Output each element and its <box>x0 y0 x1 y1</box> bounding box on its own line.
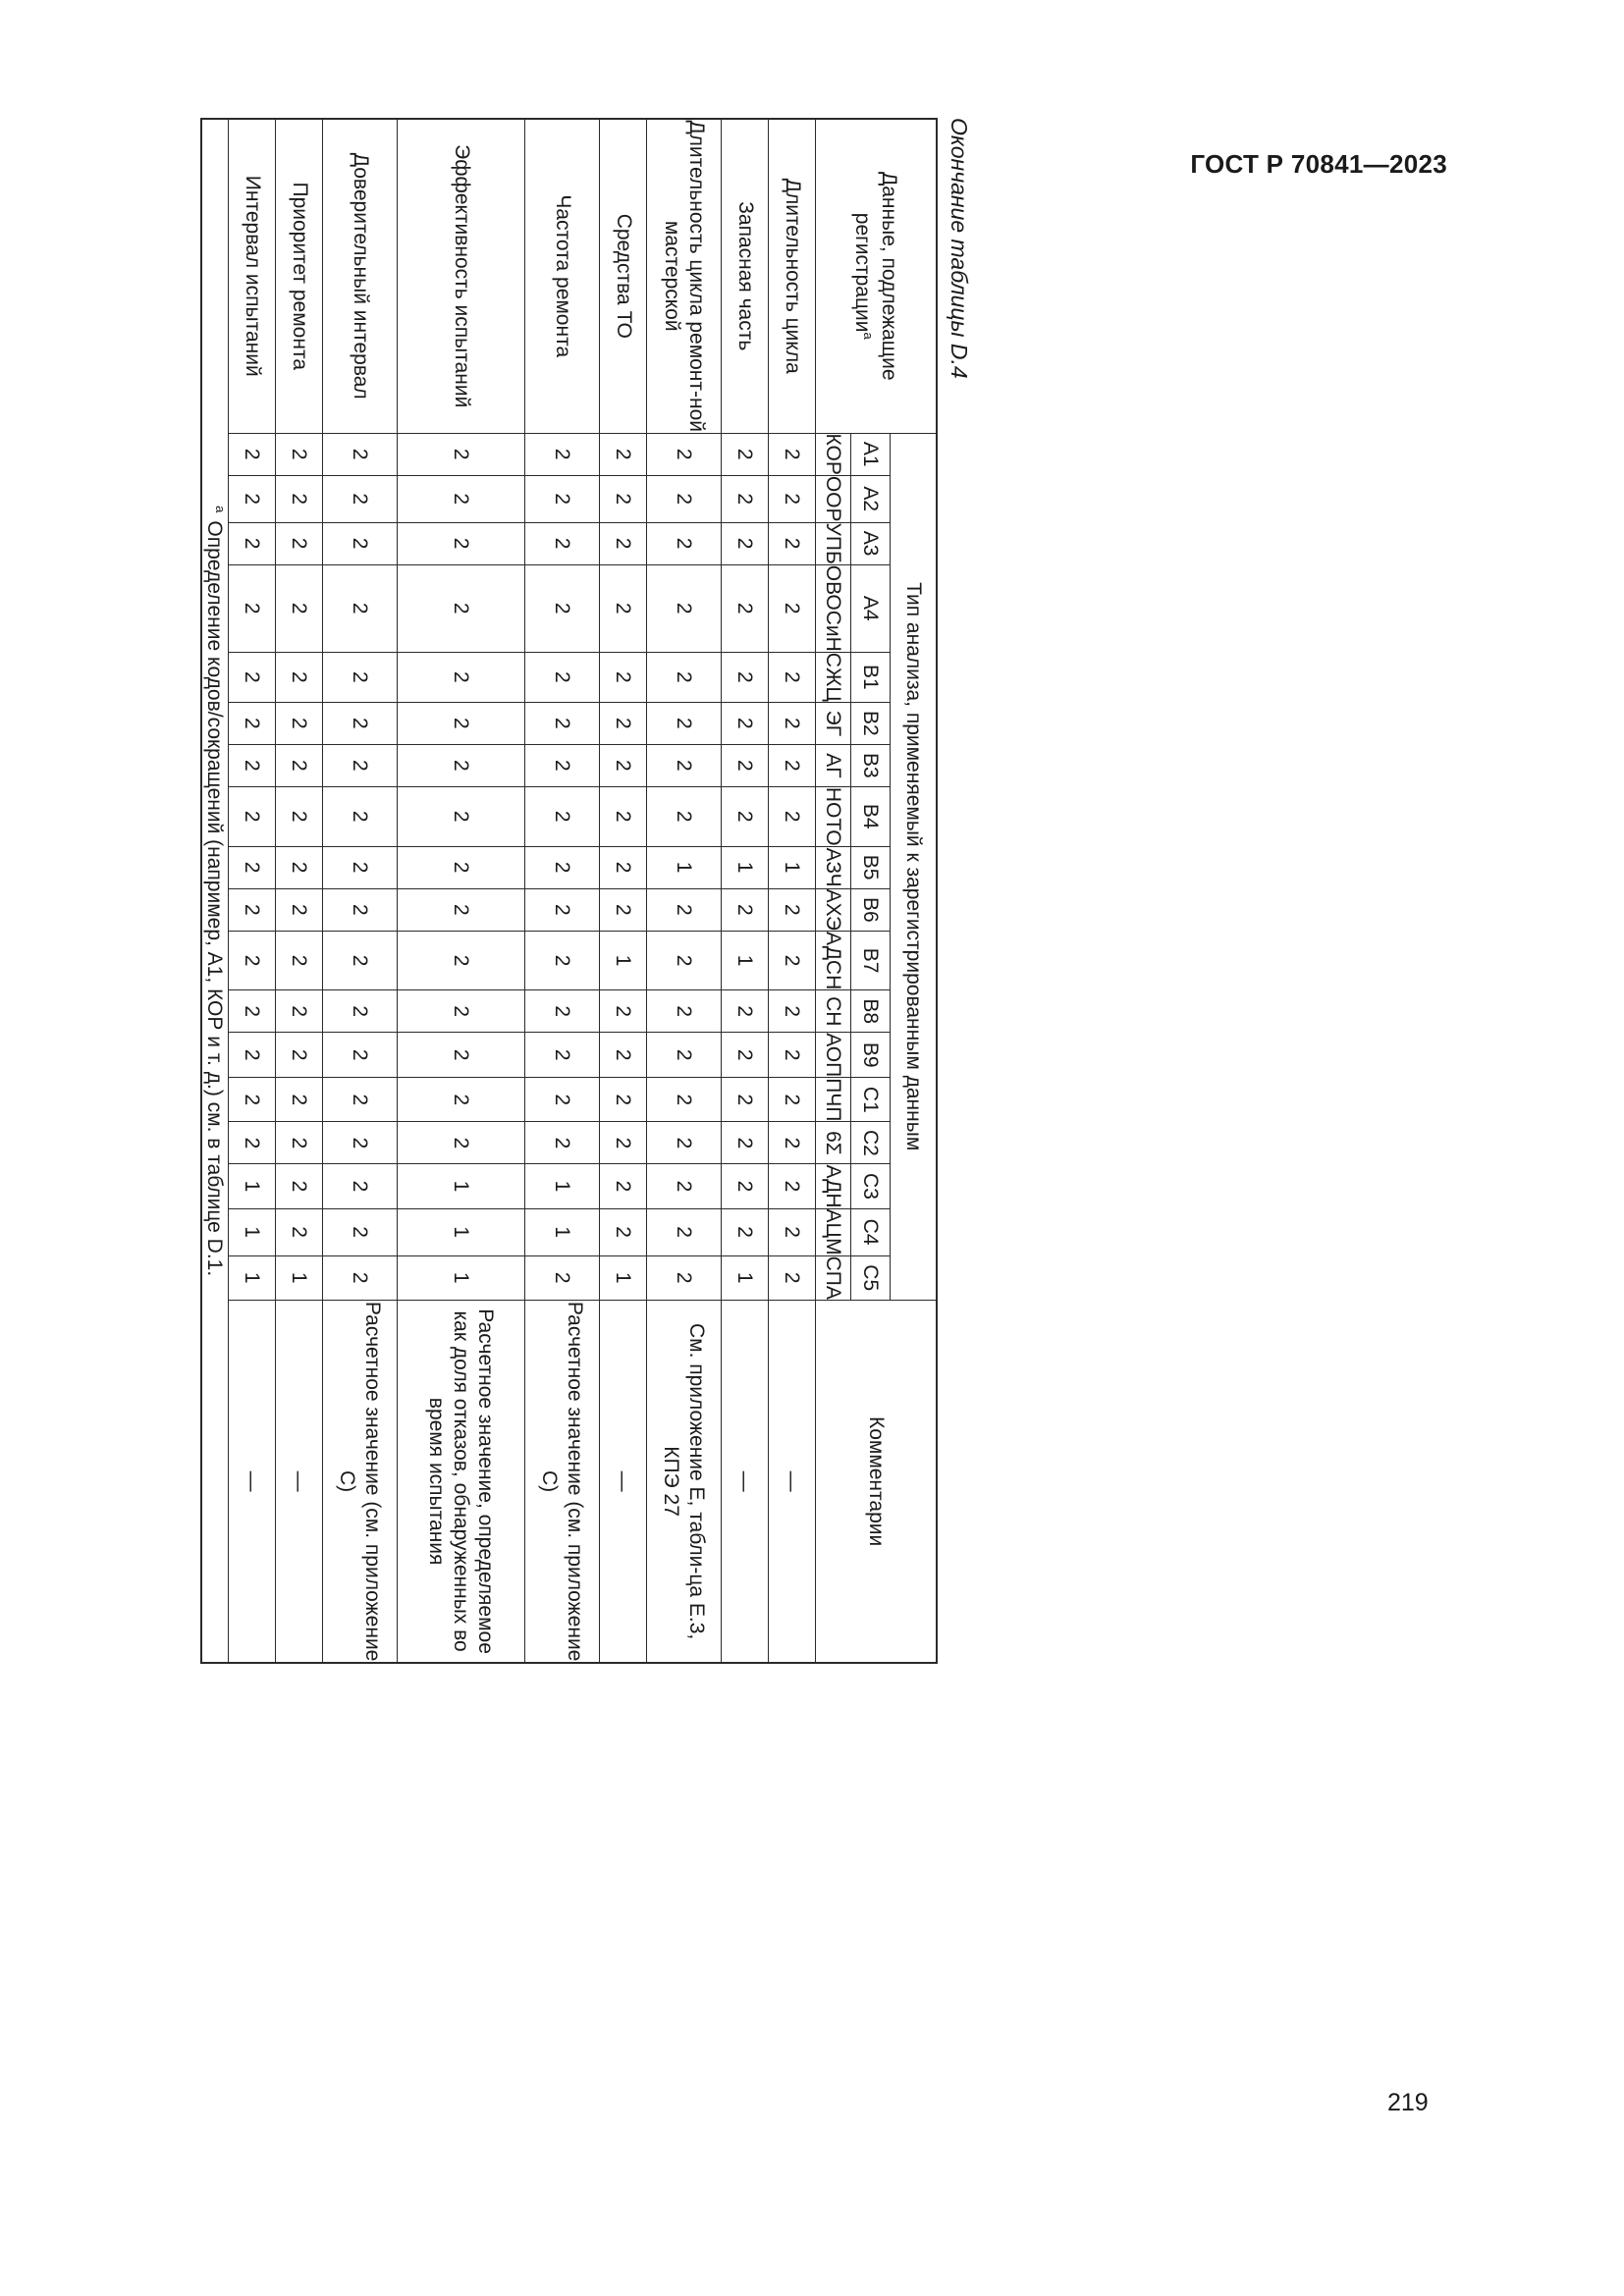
value-cell: 2 <box>525 932 600 990</box>
value-cell: 2 <box>647 1078 722 1122</box>
value-cell: 1 <box>722 846 769 888</box>
value-cell: 1 <box>525 1208 600 1255</box>
value-cell: 2 <box>722 1164 769 1208</box>
abbr-header: СЖЦ <box>816 652 851 702</box>
value-cell: 2 <box>647 702 722 744</box>
row-label: Доверительный интервал <box>323 119 398 433</box>
value-cell: 2 <box>229 744 276 786</box>
value-cell: 2 <box>276 1164 323 1208</box>
comment-cell: — <box>276 1300 323 1663</box>
value-cell: 2 <box>769 744 816 786</box>
value-cell: 2 <box>398 1122 525 1164</box>
value-cell: 1 <box>769 846 816 888</box>
table-row <box>525 119 600 1663</box>
value-cell: 2 <box>647 888 722 931</box>
value-cell: 2 <box>323 1078 398 1122</box>
value-cell: 2 <box>525 846 600 888</box>
value-cell: 2 <box>525 652 600 702</box>
value-cell: 2 <box>769 786 816 846</box>
value-cell: 2 <box>722 888 769 931</box>
value-cell: 2 <box>647 744 722 786</box>
value-cell: 2 <box>398 702 525 744</box>
value-cell: 2 <box>229 475 276 522</box>
code-header-a1: A1 <box>851 433 891 475</box>
table-caption: Окончание таблицы D.4 <box>947 118 972 379</box>
value-cell: 2 <box>722 786 769 846</box>
value-cell: 2 <box>276 433 323 475</box>
value-cell: 2 <box>229 433 276 475</box>
value-cell: 1 <box>722 1255 769 1300</box>
comment-cell: — <box>722 1300 769 1663</box>
abbr-header: ПЧП <box>816 1078 851 1122</box>
abbr-header: ООР <box>816 475 851 522</box>
value-cell: 2 <box>647 564 722 652</box>
value-cell: 2 <box>229 990 276 1033</box>
abbr-header: АЦМ <box>816 1208 851 1255</box>
value-cell: 2 <box>647 932 722 990</box>
comment-cell: — <box>769 1300 816 1663</box>
rotated-table-block <box>128 118 972 2199</box>
row-label: Средства ТО <box>600 119 647 433</box>
value-cell: 2 <box>276 652 323 702</box>
table-row <box>398 119 525 1663</box>
value-cell: 2 <box>722 1033 769 1078</box>
comment-cell: — <box>229 1300 276 1663</box>
value-cell: 1 <box>398 1255 525 1300</box>
value-cell: 2 <box>229 652 276 702</box>
abbr-header: СПА <box>816 1255 851 1300</box>
value-cell: 2 <box>323 1255 398 1300</box>
value-cell: 2 <box>398 888 525 931</box>
row-label: Запасная часть <box>722 119 769 433</box>
code-header-a3: A3 <box>851 522 891 564</box>
value-cell: 2 <box>769 522 816 564</box>
page-number: 219 <box>1387 2089 1429 2116</box>
value-cell: 2 <box>276 932 323 990</box>
value-cell: 2 <box>722 433 769 475</box>
table-row <box>769 119 816 1663</box>
comment-cell: Расчетное значение, определяемое как доля отказов, обнаруженных во время испытания <box>398 1300 525 1663</box>
value-cell: 2 <box>600 1208 647 1255</box>
value-cell: 2 <box>722 564 769 652</box>
value-cell: 2 <box>276 990 323 1033</box>
value-cell: 2 <box>276 522 323 564</box>
row-label: Длительность цикла <box>769 119 816 433</box>
abbr-header: СН <box>816 990 851 1033</box>
value-cell: 2 <box>600 475 647 522</box>
value-cell: 1 <box>722 932 769 990</box>
value-cell: 2 <box>647 1255 722 1300</box>
data-column-header <box>816 119 938 433</box>
value-cell: 2 <box>229 522 276 564</box>
abbr-header: АГ <box>816 744 851 786</box>
table-row <box>722 119 769 1663</box>
row-label: Эффективность испытаний <box>398 119 525 433</box>
data-column-header-text: Данные, подлежащие регистрации <box>851 172 900 381</box>
value-cell: 2 <box>647 433 722 475</box>
value-cell: 2 <box>276 744 323 786</box>
value-cell: 2 <box>647 522 722 564</box>
value-cell: 2 <box>600 1122 647 1164</box>
value-cell: 2 <box>323 652 398 702</box>
value-cell: 2 <box>647 1164 722 1208</box>
value-cell: 2 <box>600 433 647 475</box>
value-cell: 2 <box>600 1033 647 1078</box>
value-cell: 2 <box>722 522 769 564</box>
value-cell: 2 <box>323 932 398 990</box>
header-row-1 <box>891 119 938 1663</box>
code-header-c1: C1 <box>851 1078 891 1122</box>
value-cell: 1 <box>229 1255 276 1300</box>
value-cell: 2 <box>323 1208 398 1255</box>
value-cell: 2 <box>647 990 722 1033</box>
value-cell: 2 <box>398 522 525 564</box>
value-cell: 2 <box>323 990 398 1033</box>
value-cell: 2 <box>769 888 816 931</box>
abbr-header: АОП <box>816 1033 851 1078</box>
value-cell: 2 <box>323 744 398 786</box>
value-cell: 2 <box>525 1078 600 1122</box>
code-header-b4: B4 <box>851 786 891 846</box>
value-cell: 2 <box>323 1164 398 1208</box>
data-table <box>200 118 938 1664</box>
code-header-b5: B5 <box>851 846 891 888</box>
value-cell: 2 <box>600 786 647 846</box>
footnote-row <box>201 119 229 1663</box>
comment-cell: — <box>600 1300 647 1663</box>
comment-column-header: Комментарии <box>816 1300 938 1663</box>
abbr-header: АЗЧ <box>816 846 851 888</box>
abbr-header: АДСН <box>816 932 851 990</box>
value-cell: 2 <box>600 846 647 888</box>
abbr-header: АДН <box>816 1164 851 1208</box>
value-cell: 2 <box>722 652 769 702</box>
value-cell: 1 <box>600 1255 647 1300</box>
value-cell: 2 <box>398 1033 525 1078</box>
value-cell: 1 <box>276 1255 323 1300</box>
value-cell: 2 <box>525 786 600 846</box>
value-cell: 2 <box>525 475 600 522</box>
abbr-header: АХЭ <box>816 888 851 931</box>
value-cell: 2 <box>600 652 647 702</box>
comment-cell: Расчетное значение (см. приложение С) <box>323 1300 398 1663</box>
value-cell: 2 <box>276 1122 323 1164</box>
value-cell: 2 <box>276 786 323 846</box>
value-cell: 2 <box>769 1164 816 1208</box>
value-cell: 1 <box>229 1208 276 1255</box>
value-cell: 2 <box>323 1122 398 1164</box>
value-cell: 2 <box>525 888 600 931</box>
value-cell: 2 <box>229 564 276 652</box>
value-cell: 2 <box>600 1078 647 1122</box>
value-cell: 2 <box>722 702 769 744</box>
value-cell: 2 <box>647 1122 722 1164</box>
row-label: Частота ремонта <box>525 119 600 433</box>
value-cell: 2 <box>323 1033 398 1078</box>
value-cell: 2 <box>323 846 398 888</box>
code-header-b7: B7 <box>851 932 891 990</box>
code-header-c2: C2 <box>851 1122 891 1164</box>
code-header-b3: B3 <box>851 744 891 786</box>
table-row <box>323 119 398 1663</box>
value-cell: 2 <box>229 1122 276 1164</box>
value-cell: 2 <box>600 702 647 744</box>
abbr-header: 6Σ <box>816 1122 851 1164</box>
value-cell: 2 <box>722 744 769 786</box>
abbr-header: ОВОСиН <box>816 564 851 652</box>
value-cell: 2 <box>229 1078 276 1122</box>
value-cell: 2 <box>229 786 276 846</box>
value-cell: 2 <box>769 1033 816 1078</box>
value-cell: 2 <box>398 932 525 990</box>
value-cell: 2 <box>600 1164 647 1208</box>
value-cell: 2 <box>525 1122 600 1164</box>
value-cell: 2 <box>722 1208 769 1255</box>
value-cell: 1 <box>525 1164 600 1208</box>
abbr-header: ЭГ <box>816 702 851 744</box>
value-cell: 2 <box>323 786 398 846</box>
value-cell: 2 <box>769 1078 816 1122</box>
comment-cell: См. приложение Е, табли-ца Е.3, КПЭ 27 <box>647 1300 722 1663</box>
value-cell: 2 <box>525 1255 600 1300</box>
value-cell: 2 <box>323 702 398 744</box>
value-cell: 2 <box>525 990 600 1033</box>
abbr-header: УПБ <box>816 522 851 564</box>
footnote-text: Определение кодов/сокращений (например, А1, КОР и т. д.) см. в таблице D.1. <box>203 520 226 1277</box>
code-header-b6: B6 <box>851 888 891 931</box>
value-cell: 2 <box>276 1078 323 1122</box>
value-cell: 2 <box>647 1208 722 1255</box>
value-cell: 2 <box>769 702 816 744</box>
value-cell: 2 <box>323 433 398 475</box>
value-cell: 2 <box>276 846 323 888</box>
value-cell: 2 <box>769 475 816 522</box>
value-cell: 2 <box>647 786 722 846</box>
value-cell: 2 <box>398 786 525 846</box>
value-cell: 2 <box>600 522 647 564</box>
code-header-b9: B9 <box>851 1033 891 1078</box>
value-cell: 2 <box>525 433 600 475</box>
footnote <box>201 119 229 1663</box>
value-cell: 1 <box>600 932 647 990</box>
value-cell: 2 <box>229 702 276 744</box>
value-cell: 2 <box>323 564 398 652</box>
row-label: Приоритет ремонта <box>276 119 323 433</box>
value-cell: 2 <box>398 433 525 475</box>
value-cell: 2 <box>398 1078 525 1122</box>
value-cell: 2 <box>229 1033 276 1078</box>
value-cell: 2 <box>647 652 722 702</box>
document-code: ГОСТ Р 70841—2023 <box>1190 149 1447 179</box>
value-cell: 2 <box>525 522 600 564</box>
value-cell: 2 <box>525 564 600 652</box>
value-cell: 2 <box>600 888 647 931</box>
value-cell: 2 <box>276 702 323 744</box>
analysis-type-header: Тип анализа, применяемый к зарегистрированным данным <box>891 433 938 1300</box>
value-cell: 2 <box>769 932 816 990</box>
table-row <box>600 119 647 1663</box>
abbr-header: КОР <box>816 433 851 475</box>
value-cell: 2 <box>398 475 525 522</box>
value-cell: 2 <box>600 990 647 1033</box>
value-cell: 2 <box>323 475 398 522</box>
code-header-c5: C5 <box>851 1255 891 1300</box>
code-header-c3: C3 <box>851 1164 891 1208</box>
code-header-a2: A2 <box>851 475 891 522</box>
value-cell: 2 <box>769 1208 816 1255</box>
value-cell: 2 <box>769 433 816 475</box>
value-cell: 2 <box>229 888 276 931</box>
value-cell: 2 <box>323 888 398 931</box>
value-cell: 2 <box>722 990 769 1033</box>
value-cell: 2 <box>600 564 647 652</box>
footnote-sup: a <box>213 506 228 513</box>
value-cell: 1 <box>229 1164 276 1208</box>
value-cell: 2 <box>525 1033 600 1078</box>
value-cell: 2 <box>276 888 323 931</box>
value-cell: 2 <box>769 990 816 1033</box>
code-header-b8: B8 <box>851 990 891 1033</box>
value-cell: 1 <box>398 1208 525 1255</box>
value-cell: 1 <box>647 846 722 888</box>
value-cell: 2 <box>398 564 525 652</box>
table-row <box>276 119 323 1663</box>
value-cell: 2 <box>398 652 525 702</box>
row-label: Интервал испытаний <box>229 119 276 433</box>
value-cell: 2 <box>323 522 398 564</box>
value-cell: 2 <box>525 702 600 744</box>
code-header-b2: B2 <box>851 702 891 744</box>
data-column-header-sup: a <box>861 332 877 340</box>
code-header-a4: A4 <box>851 564 891 652</box>
value-cell: 2 <box>398 990 525 1033</box>
value-cell: 2 <box>525 744 600 786</box>
value-cell: 2 <box>276 1208 323 1255</box>
value-cell: 2 <box>769 652 816 702</box>
value-cell: 2 <box>722 1122 769 1164</box>
value-cell: 2 <box>276 1033 323 1078</box>
code-header-b1: B1 <box>851 652 891 702</box>
abbr-header: НОТО <box>816 786 851 846</box>
value-cell: 2 <box>276 475 323 522</box>
value-cell: 2 <box>769 1122 816 1164</box>
value-cell: 2 <box>398 846 525 888</box>
value-cell: 2 <box>600 744 647 786</box>
value-cell: 2 <box>647 1033 722 1078</box>
value-cell: 2 <box>769 1255 816 1300</box>
value-cell: 2 <box>229 846 276 888</box>
table-row <box>229 119 276 1663</box>
value-cell: 2 <box>276 564 323 652</box>
value-cell: 2 <box>647 475 722 522</box>
code-header-c4: C4 <box>851 1208 891 1255</box>
value-cell: 2 <box>722 475 769 522</box>
value-cell: 2 <box>769 564 816 652</box>
table-row <box>647 119 722 1663</box>
value-cell: 2 <box>398 744 525 786</box>
value-cell: 2 <box>229 932 276 990</box>
value-cell: 1 <box>398 1164 525 1208</box>
comment-cell: Расчетное значение (см. приложение С) <box>525 1300 600 1663</box>
value-cell: 2 <box>722 1078 769 1122</box>
row-label: Длительность цикла ремонт-ной мастерской <box>647 119 722 433</box>
